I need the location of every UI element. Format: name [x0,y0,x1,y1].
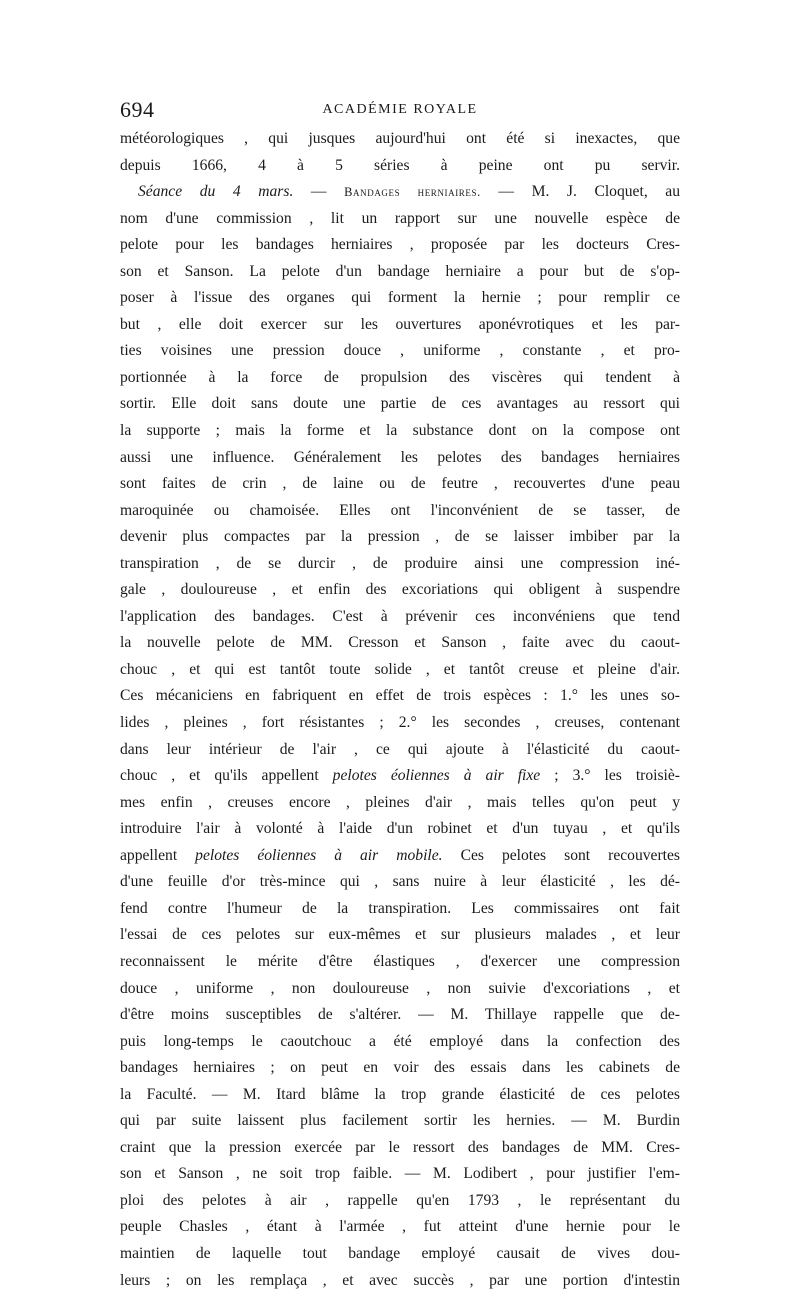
text-line [120,338,680,365]
line-text: reconnaissent le mérite d'être élastiques , d'exercer une compression [120,952,680,970]
text-line [120,153,680,180]
line-text: l'application des bandages. C'est à prévenir ces inconvéniens que tend [120,607,680,625]
page-number: 694 [120,97,155,122]
text-line [120,816,680,843]
text-line [120,551,680,578]
small-caps-heading: Bandages herniaires. [344,185,481,200]
text-line [120,869,680,896]
text-line [120,790,680,817]
text-line [120,471,680,498]
body-text [120,126,680,1294]
line-text: mes enfin , creuses encore , pleines d'air , mais telles qu'on peut y [120,793,680,811]
line-text: dans leur intérieur de l'air , ce qui ajoute à l'élasticité du caout- [120,740,680,758]
line-text: craint que la pression exercée par le ressort des bandages de MM. Cres- [120,1138,680,1156]
text-line [120,1108,680,1135]
line-text: la supporte ; mais la forme et la substance dont on la compose ont [120,422,680,440]
text-line [120,1161,680,1188]
text-line [120,126,680,153]
text-line [120,206,680,233]
text-line [120,1082,680,1109]
text-line [120,259,680,286]
italic-text: Séance du 4 mars. [138,183,294,201]
text-line [120,949,680,976]
text-line [120,1268,680,1294]
line-text: chouc , et qu'ils appellent [120,767,333,785]
line-text: transpiration , de se durcir , de produire ainsi une compression iné- [120,554,680,572]
line-text: depuis 1666, 4 à 5 séries à peine ont pu servir. [120,156,680,174]
line-text: Ces mécaniciens en fabriquent en effet de trois espèces : 1.° les unes so- [120,687,680,705]
text-line [120,285,680,312]
text-line [120,1135,680,1162]
line-text: — [293,183,345,201]
text-line [120,391,680,418]
line-text: sont faites de crin , de laine ou de feutre , recouvertes d'une peau [120,475,680,493]
line-text: fend contre l'humeur de la transpiration. Les commissaires ont fait [120,899,680,917]
running-head [120,96,680,124]
italic-text: pelotes éoliennes à air mobile. [195,846,443,864]
line-text: sortir. Elle doit sans doute une partie de ces avantages au ressort qui [120,395,680,413]
text-line [120,577,680,604]
text-line [120,630,680,657]
line-text: ties voisines une pression douce , uniforme , constante , et pro- [120,342,680,360]
line-text: qui par suite laissent plus facilement sortir les hernies. — M. Burdin [120,1112,680,1130]
line-text: son et Sanson. La pelote d'un bandage herniaire a pour but de s'op- [120,262,680,280]
text-line [120,179,680,206]
text-line [120,445,680,472]
line-text: portionnée à la force de propulsion des viscères qui tendent à [120,368,680,386]
text-line [120,1029,680,1056]
text-line [120,365,680,392]
line-text: son et Sanson , ne soit trop faible. — M. Lodibert , pour justifier l'em- [120,1165,680,1183]
running-title: ACADÉMIE ROYALE [322,102,478,117]
line-text: lides , pleines , fort résistantes ; 2.° les secondes , creuses, contenant [120,714,680,732]
text-line [120,312,680,339]
text-line [120,657,680,684]
text-line [120,524,680,551]
text-line [120,922,680,949]
line-text: la nouvelle pelote de MM. Cresson et Sanson , faite avec du caout- [120,634,680,652]
line-text: d'être moins susceptibles de s'altérer. — M. Thillaye rappelle que de- [120,1006,680,1024]
line-text: l'essai de ces pelotes sur eux-mêmes et sur plusieurs malades , et leur [120,926,680,944]
text-line [120,1188,680,1215]
text-line [120,1214,680,1241]
line-text: bandages herniaires ; on peut en voir des essais dans les cabinets de [120,1059,680,1077]
line-text: ; 3.° les troisiè- [540,767,680,785]
line-text: pelote pour les bandages herniaires , proposée par les docteurs Cres- [120,236,680,254]
line-text: aussi une influence. Généralement les pelotes des bandages herniaires [120,448,680,466]
line-text: puis long-temps le caoutchouc a été employé dans la confection des [120,1032,680,1050]
line-text: leurs ; on les remplaça , et avec succès , par une portion d'intestin [120,1271,680,1289]
line-text: maintien de laquelle tout bandage employé causait de vives dou- [120,1244,680,1262]
text-line [120,683,680,710]
text-line [120,1002,680,1029]
text-line [120,843,680,870]
text-line [120,976,680,1003]
text-line [120,710,680,737]
line-text: introduire l'air à volonté à l'aide d'un robinet et d'un tuyau , et qu'ils [120,820,680,838]
line-text: chouc , et qui est tantôt toute solide , et tantôt creuse et pleine d'air. [120,660,680,678]
line-text: — M. J. Cloquet, au [480,183,680,201]
line-text: Ces pelotes sont recouvertes [442,846,680,864]
line-text: nom d'une commission , lit un rapport sur une nouvelle espèce de [120,209,680,227]
text-line [120,232,680,259]
line-text: appellent [120,846,196,864]
line-text: gale , douloureuse , et enfin des excoriations qui obligent à suspendre [120,581,680,599]
line-text: peuple Chasles , étant à l'armée , fut atteint d'une hernie pour le [120,1218,680,1236]
text-line [120,604,680,631]
line-text: d'une feuille d'or très-mince qui , sans nuire à leur élasticité , les dé- [120,873,680,891]
line-text: devenir plus compactes par la pression , de se laisser imbiber par la [120,528,680,546]
line-text: douce , uniforme , non douloureuse , non suivie d'excoriations , et [120,979,680,997]
line-text: la Faculté. — M. Itard blâme la trop grande élasticité de ces pelotes [120,1085,680,1103]
text-line [120,896,680,923]
line-text: ploi des pelotes à air , rappelle qu'en 1793 , le représentant du [120,1191,680,1209]
line-text: maroquinée ou chamoisée. Elles ont l'inconvénient de se tasser, de [120,501,680,519]
text-line [120,498,680,525]
italic-text: pelotes éoliennes à air fixe [332,767,541,785]
line-text: but , elle doit exercer sur les ouvertures aponévrotiques et les par- [120,315,680,333]
book-page [120,96,680,1294]
line-text: météorologiques , qui jusques aujourd'hui ont été si inexactes, que [120,130,680,147]
line-text: poser à l'issue des organes qui forment la hernie ; pour remplir ce [120,289,680,307]
text-line [120,1241,680,1268]
text-line [120,737,680,764]
text-line [120,763,680,790]
text-line [120,1055,680,1082]
text-line [120,418,680,445]
